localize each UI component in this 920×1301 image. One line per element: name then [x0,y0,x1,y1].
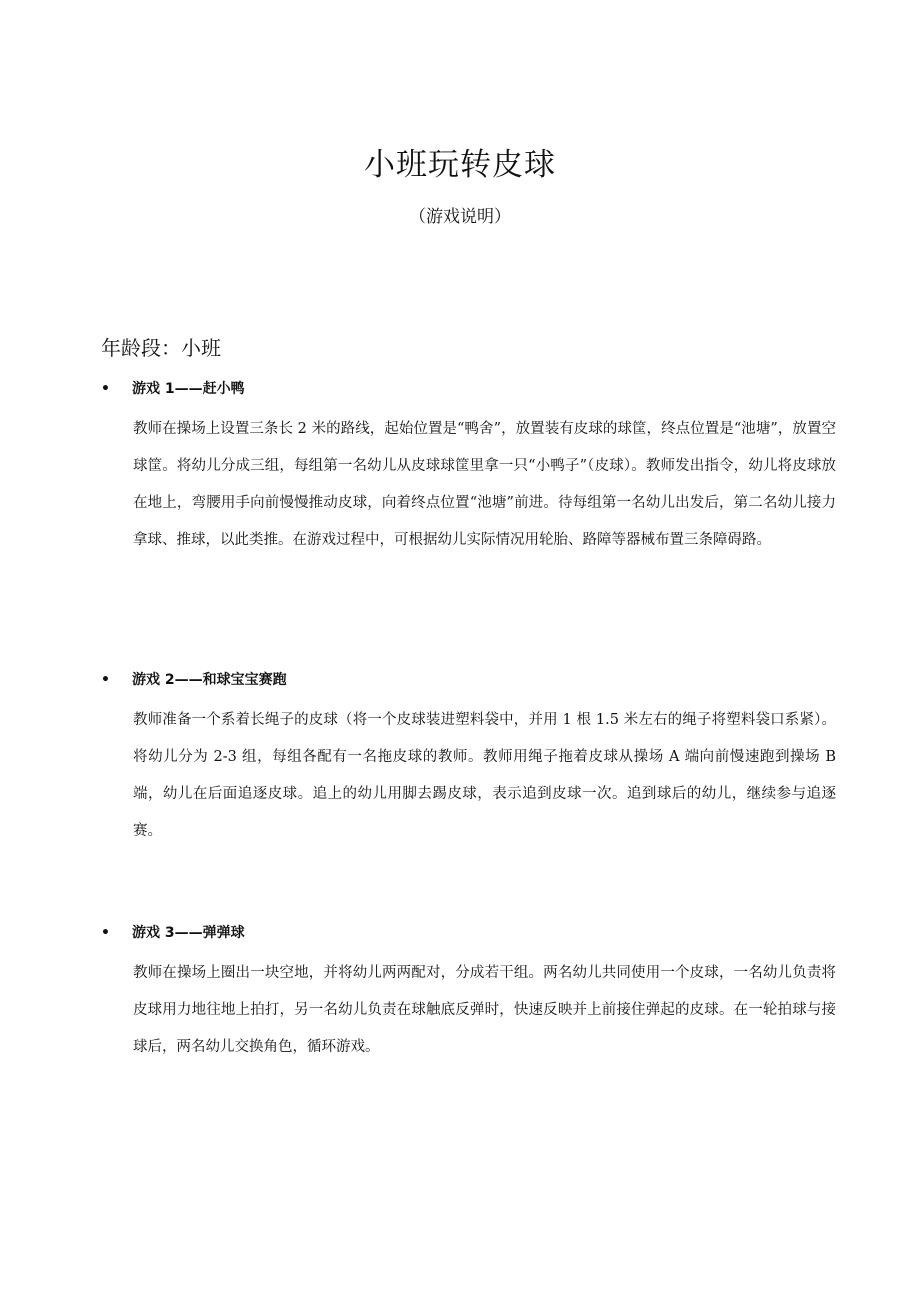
game-title: 游戏 2——和球宝宝赛跑 [132,672,287,688]
game-description: 教师准备一个系着长绳子的皮球（将一个皮球装进塑料袋中，并用 1 根 1.5 米左右的绳子将塑料袋口系紧）。将幼儿分为 2-3 组，每组各配有一名拖皮球的教师。教师用绳子拖着皮球从操场 A 端向前慢速跑到操场 B 端，幼儿在后面追逐皮球。追上的幼儿用脚去踢皮球，表示追到皮球一次。追到球后的幼儿，继续参与追逐赛。 [133,712,836,839]
game-section-2 [101,668,836,850]
age-group-heading: 年龄段：小班 [101,336,221,360]
game-description: 教师在操场上设置三条长 2 米的路线，起始位置是“鸭舍”，放置装有皮球的球筐，终点位置是“池塘”，放置空球筐。将幼儿分成三组，每组第一名幼儿从皮球球筐里拿一只“小鸭子”（皮球）。教师发出指令，幼儿将皮球放在地上，弯腰用手向前慢慢推动皮球，向着终点位置“池塘”前进。待每组第一名幼儿出发后，第二名幼儿接力拿球、推球，以此类推。在游戏过程中，可根据幼儿实际情况用轮胎、路障等器械布置三条障碍路。 [133,421,836,548]
bullet-icon: • [101,381,110,397]
bullet-icon: • [101,672,110,688]
game-heading [101,668,836,692]
document-subtitle: （游戏说明） [409,207,511,227]
game-section-1 [101,377,836,559]
game-title: 游戏 1——赶小鸭 [132,381,245,397]
bullet-icon: • [101,925,110,941]
game-title: 游戏 3——弹弹球 [132,925,245,941]
game-heading [101,377,836,401]
game-description: 教师在操场上圈出一块空地，并将幼儿两两配对，分成若干组。两名幼儿共同使用一个皮球，一名幼儿负责将皮球用力地往地上拍打，另一名幼儿负责在球触底反弹时，快速反映并上前接住弹起的皮球。在一轮拍球与接球后，两名幼儿交换角色，循环游戏。 [133,965,836,1055]
game-section-3 [101,921,836,1066]
document-title: 小班玩转皮球 [364,147,556,183]
game-heading [101,921,836,945]
